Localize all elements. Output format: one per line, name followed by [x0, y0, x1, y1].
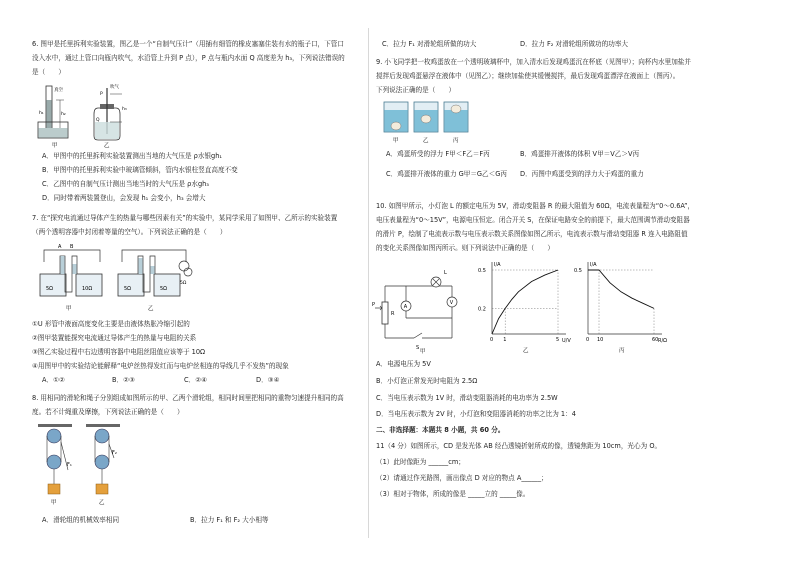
q9-stem-line2: 搅拌后发现鸡蛋悬浮在液体中（见图乙）；继续加盐使其缓慢搅拌，最后发现鸡蛋漂浮在液面上（图丙）。: [376, 72, 680, 80]
q6-stem-line3: 是（ ）: [32, 68, 65, 76]
q10-stem-line2: 电压表量程为“0～15V”，电源电压恒定。闭合开关 S，在保证电路安全的前提下，最大范围调节滑动变阻器: [376, 216, 690, 224]
fig-text-r: R: [391, 311, 395, 317]
fig-text-p: P: [100, 92, 103, 97]
fig-text-r3: 5Ω: [124, 286, 132, 292]
chart-iu-x-tick: 0: [490, 337, 494, 343]
q10-stem-line1: 10. 如图甲所示，小灯泡 L 的额定电压为 5V，滑动变阻器 R 的最大阻值为 60Ω，电流表量程为“0～0.6A”，: [376, 202, 695, 210]
chart-iu-y-tick: 0.5: [478, 268, 486, 274]
movable-pulley-b: [95, 455, 109, 469]
q7-option-a: A．①②: [42, 376, 65, 384]
q11-stem: 11（4 分）如图所示，CD 是发光体 AB 经凸透镜折射所成的像，透镜焦距为 10cm，光心为 O。: [376, 442, 662, 450]
fig-text-a: A: [403, 304, 408, 310]
q7-stem-line2: （两个透明容器中封闭着等量的空气）。下列说法正确的是（ ）: [32, 228, 227, 236]
mercury-column: [46, 100, 51, 132]
q9-fig-label-c: 丙: [453, 138, 459, 144]
fig-text-q: Q: [96, 118, 100, 123]
q6-option-a: A．甲图中的托里拆利实验装置测出当地的大气压是 ρ水银gh₁: [42, 152, 223, 160]
egg-a: [391, 122, 401, 130]
fig-text-r5: 5Ω: [180, 281, 187, 286]
q6-option-c: C．乙图中的自制气压计测出当地当时的大气压是 ρ水gh₃: [42, 180, 209, 188]
q8-fig-label-a: 甲: [51, 500, 57, 506]
q7-statement-4: ④用图甲中的实验结论能解释“电炉丝热得发红而与电炉丝相连的导线几乎不发热”的现象: [32, 362, 289, 370]
q8-stem-line2: 度。若不计绳重及摩擦，下列说法正确的是（ ）: [32, 408, 184, 416]
q10-option-a: A．电源电压为 5V: [376, 360, 431, 368]
chart-ir-x-tick: 10: [597, 337, 604, 343]
fig-text-l: L: [444, 270, 447, 276]
chart-ir-title: 丙: [619, 348, 625, 354]
q11-part1[interactable]: （1）此时像距为 ______cm；: [376, 458, 465, 466]
egg-c: [451, 105, 461, 113]
container-right-b: [154, 274, 180, 296]
q9-stem-line1: 9. 小飞同学把一枚鸡蛋放在一个透明玻璃杯中，加入清水后发现鸡蛋沉在杯底（见图甲）；向杯内水里加盐并: [376, 58, 691, 66]
ceiling-b: [86, 424, 120, 427]
q7-fig-label-b: 乙: [148, 306, 154, 312]
q10-option-c: C．当电压表示数为 1V 时，滑动变阻器消耗的电功率为 2.5W: [376, 394, 558, 402]
fig-text-inflate: 吹气: [110, 85, 119, 90]
fig-text-p: P: [372, 302, 376, 308]
chart-ir-x-tick: 60: [652, 337, 659, 343]
q8-option-b: B．拉力 F₁ 和 F₂ 大小相等: [190, 516, 269, 524]
q7-fig-label-a: 甲: [66, 306, 72, 312]
q10-stem-line4: 的变化关系图像如图丙所示。则下列说法中正确的是（ ）: [376, 244, 555, 252]
q7-figure: [36, 242, 196, 314]
q10-option-b: B．小灯泡正常发光时电阻为 2.5Ω: [376, 377, 478, 385]
column-divider: [368, 28, 369, 538]
q10-chart-i-r: [574, 258, 678, 358]
q10-option-d: D．当电压表示数为 2V 时，小灯泡和变阻器消耗的功率之比为 1：4: [376, 410, 576, 418]
q7-option-b: B．②③: [112, 376, 135, 384]
container-left-b: [118, 274, 144, 296]
q9-fig-label-a: 甲: [393, 138, 399, 144]
q9-fig-label-b: 乙: [423, 138, 429, 144]
q6-figure: [36, 82, 166, 150]
q7-statement-1: ①U 形管中液面高度变化主要是由液体热胀冷缩引起的: [32, 320, 190, 328]
q7-statement-3: ③图乙实验过程中右边透明容器中电阻丝阻值应该等于 10Ω: [32, 348, 206, 356]
switch: [414, 333, 422, 338]
q10-stem-line3: 的滑片 P，绘制了电流表示数与电压表示数关系图像如图乙所示，电流表示数与滑动变阻器 R 连入电路阻值: [376, 230, 688, 238]
q10-chart-i-u: [478, 258, 574, 358]
q8-stem-line1: 8. 用相同的滑轮和绳子分别组成如图所示的甲、乙两个滑轮组，相同时间里把相同的重物匀速提升相同的高: [32, 394, 344, 402]
chart-ir-series-line: [588, 270, 654, 308]
fig-text-v: V: [449, 300, 454, 306]
fig-text-f2: F₂: [112, 450, 117, 456]
chart-iu-y-tick: 0.2: [478, 306, 486, 313]
egg-b: [421, 115, 431, 123]
q9-option-c: C．鸡蛋排开液体的重力 G甲＝G乙＜G丙: [386, 170, 507, 178]
fig-text-f1: F₁: [67, 462, 72, 468]
fig-text-b: B: [70, 244, 74, 250]
container-left-a: [40, 274, 66, 296]
fig-text-h3: h₃: [122, 107, 127, 112]
q10-fig-label-a: 甲: [420, 349, 426, 354]
container-right-a: [76, 274, 102, 296]
q8-option-c: C．拉力 F₁ 对滑轮组所做的功大: [382, 40, 477, 48]
fig-text-r1: 5Ω: [46, 286, 54, 292]
chart-iu-x-tick: 1: [503, 337, 507, 343]
fig-text-a: A: [58, 244, 62, 250]
rheostat: [382, 302, 388, 324]
chart-iu-series-line: [492, 270, 558, 334]
chart-ir-y-tick: 0.5: [574, 268, 582, 274]
fixed-pulley-b: [95, 429, 109, 443]
weight-a: [48, 484, 60, 494]
fig-text-r4: 5Ω: [160, 286, 168, 292]
fig-text-vacuum: 真空: [54, 88, 63, 93]
q7-option-c: C．②④: [184, 376, 208, 384]
q8-figure: [36, 422, 126, 508]
chart-ir-x-tick: 0: [586, 337, 590, 343]
section2-title: 二、非选择题：本题共 8 小题，共 60 分。: [376, 426, 505, 434]
chart-iu-ylabel: I/A: [494, 262, 501, 268]
q6-fig-label-b: 乙: [104, 143, 110, 149]
q6-stem-line1: 6. 图甲是托里拆利实验装置，图乙是一个“自制气压计”（用插有细管的橡皮塞塞住装有水的瓶子口，下管口: [32, 40, 344, 48]
q8-fig-label-b: 乙: [99, 500, 105, 506]
q7-stem-line1: 7. 在“探究电流通过导体产生的热量与哪些因素有关”的实验中，某同学采用了如图甲、乙所示的实验装置: [32, 214, 338, 222]
weight-b: [96, 484, 108, 494]
q9-option-a: A．鸡蛋所受的浮力 F甲＜F乙＝F丙: [386, 150, 490, 158]
q11-part2[interactable]: （2）请通过作光路图，画出像点 D 对应的物点 A______；: [376, 474, 548, 482]
chart-ir-ylabel: I/A: [590, 262, 597, 268]
fig-text-h2: h₂: [61, 112, 66, 117]
q6-stem-line2: 没入水中，通过上管口向瓶内吹气，水沿管上升到 P 点），P 点与瓶内水面 Q 高度差为 h₃，下列说法错误的: [32, 54, 345, 62]
q6-option-b: B．甲图中的托里拆利实验中玻璃管倾斜，管内水银柱竖直高度不变: [42, 166, 238, 174]
fig-text-s: S: [416, 345, 420, 351]
q7-option-d: D．③④: [256, 376, 280, 384]
fig-text-h1: h₁: [39, 111, 44, 116]
q11-part3[interactable]: （3）相对于物体，所成的像是 _____立的 _____像。: [376, 490, 530, 498]
chart-iu-x-tick: 5: [556, 337, 560, 343]
q6-fig-label-a: 甲: [52, 143, 58, 149]
q9-option-b: B．鸡蛋排开液体的体积 V甲＝V乙＞V丙: [520, 150, 640, 158]
ceiling-a: [38, 424, 72, 427]
q8-option-a: A．滑轮组的机械效率相同: [42, 516, 120, 524]
q7-statement-2: ②图甲装置能探究电流通过导体产生的热量与电阻的关系: [32, 334, 197, 342]
q9-option-d: D．丙图中鸡蛋受到的浮力大于鸡蛋的重力: [520, 170, 644, 178]
chart-iu-xlabel: U/V: [562, 338, 571, 344]
fig-text-r2: 10Ω: [82, 286, 93, 292]
q8-option-d: D．拉力 F₂ 对滑轮组所做功的功率大: [520, 40, 629, 48]
chart-ir-xlabel: R/Ω: [658, 338, 667, 344]
fixed-pulley-a: [47, 429, 61, 443]
q6-option-d: D．同时带着两装置登山，会发现 h₁ 会变小，h₃ 会增大: [42, 194, 206, 202]
movable-pulley-a: [47, 455, 61, 469]
q10-circuit: [372, 262, 474, 354]
chart-iu-title: 乙: [523, 348, 529, 354]
q9-figure: [382, 98, 472, 146]
q9-stem-line3: 下列说法正确的是（ ）: [376, 86, 456, 94]
